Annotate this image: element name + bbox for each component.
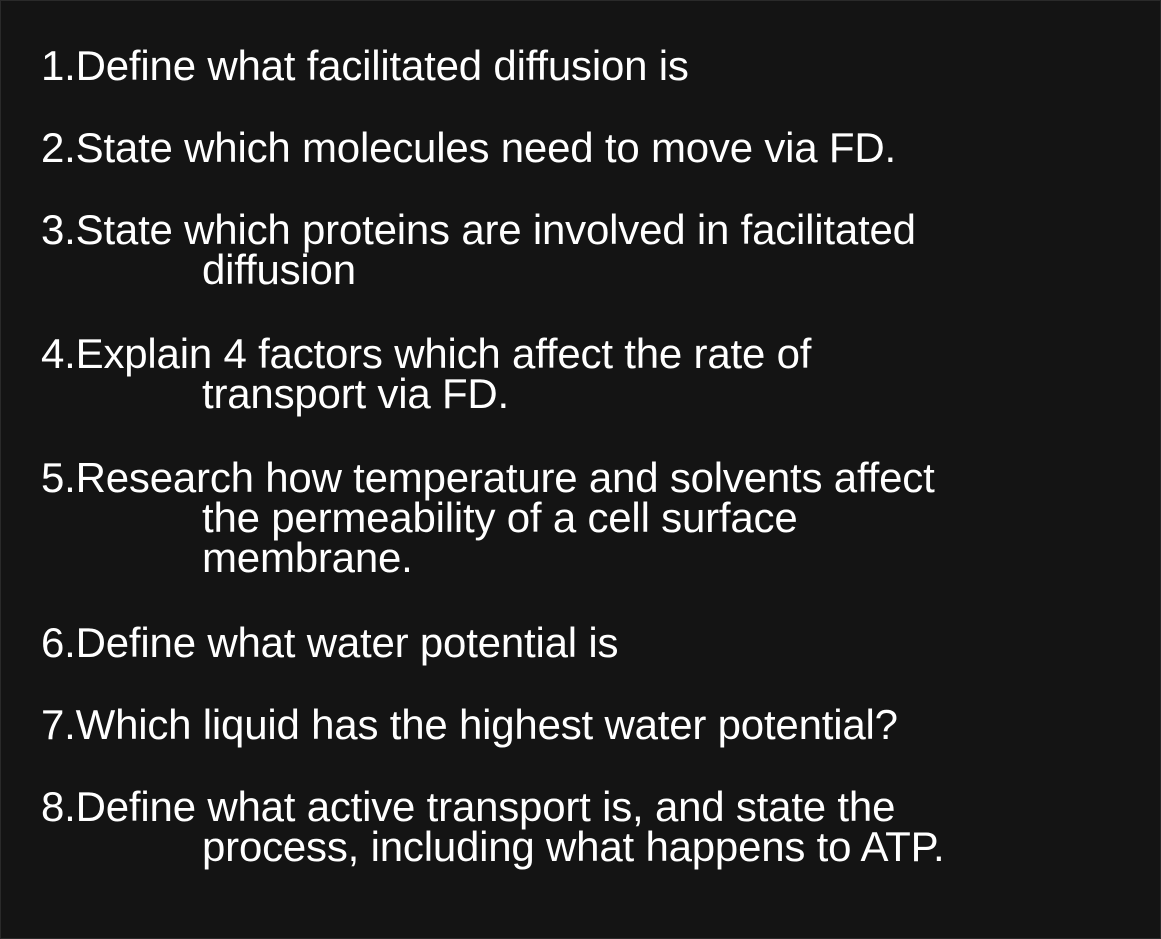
question-5 [41, 454, 935, 581]
question-text-continued: transport via FD. [202, 370, 510, 417]
question-number: 3. [41, 206, 76, 253]
question-line [41, 619, 619, 666]
question-text-continued: the permeability of a cell surface [202, 494, 798, 541]
question-line [41, 783, 944, 830]
question-line [41, 42, 689, 89]
question-line [41, 124, 896, 171]
question-text: Define what active transport is, and state the [75, 783, 896, 830]
question-7 [41, 701, 898, 748]
question-1 [41, 42, 689, 89]
question-text: State which molecules need to move via FD. [75, 124, 896, 171]
question-number: 4. [41, 330, 76, 377]
question-number: 5. [41, 454, 76, 501]
question-number: 2. [41, 124, 76, 171]
question-number: 6. [41, 619, 76, 666]
question-text: Explain 4 factors which affect the rate of [75, 330, 812, 377]
question-text: Define what water potential is [75, 619, 619, 666]
question-text: Which liquid has the highest water potential? [75, 701, 898, 748]
question-2 [41, 124, 896, 171]
question-text-continued: membrane. [202, 534, 413, 581]
question-text-continued: diffusion [202, 246, 356, 293]
question-line [41, 206, 916, 253]
question-text: State which proteins are involved in facilitated [75, 206, 916, 253]
question-line [41, 454, 935, 501]
question-line [41, 701, 898, 748]
question-number: 1. [41, 42, 76, 89]
question-4 [41, 330, 812, 417]
question-number: 8. [41, 783, 76, 830]
question-6 [41, 619, 619, 666]
question-line [41, 330, 812, 377]
question-text: Define what facilitated diffusion is [75, 42, 689, 89]
question-3 [41, 206, 916, 293]
question-text-continued: process, including what happens to ATP. [202, 823, 945, 870]
question-text: Research how temperature and solvents affect [75, 454, 935, 501]
question-number: 7. [41, 701, 76, 748]
question-8 [41, 783, 945, 870]
